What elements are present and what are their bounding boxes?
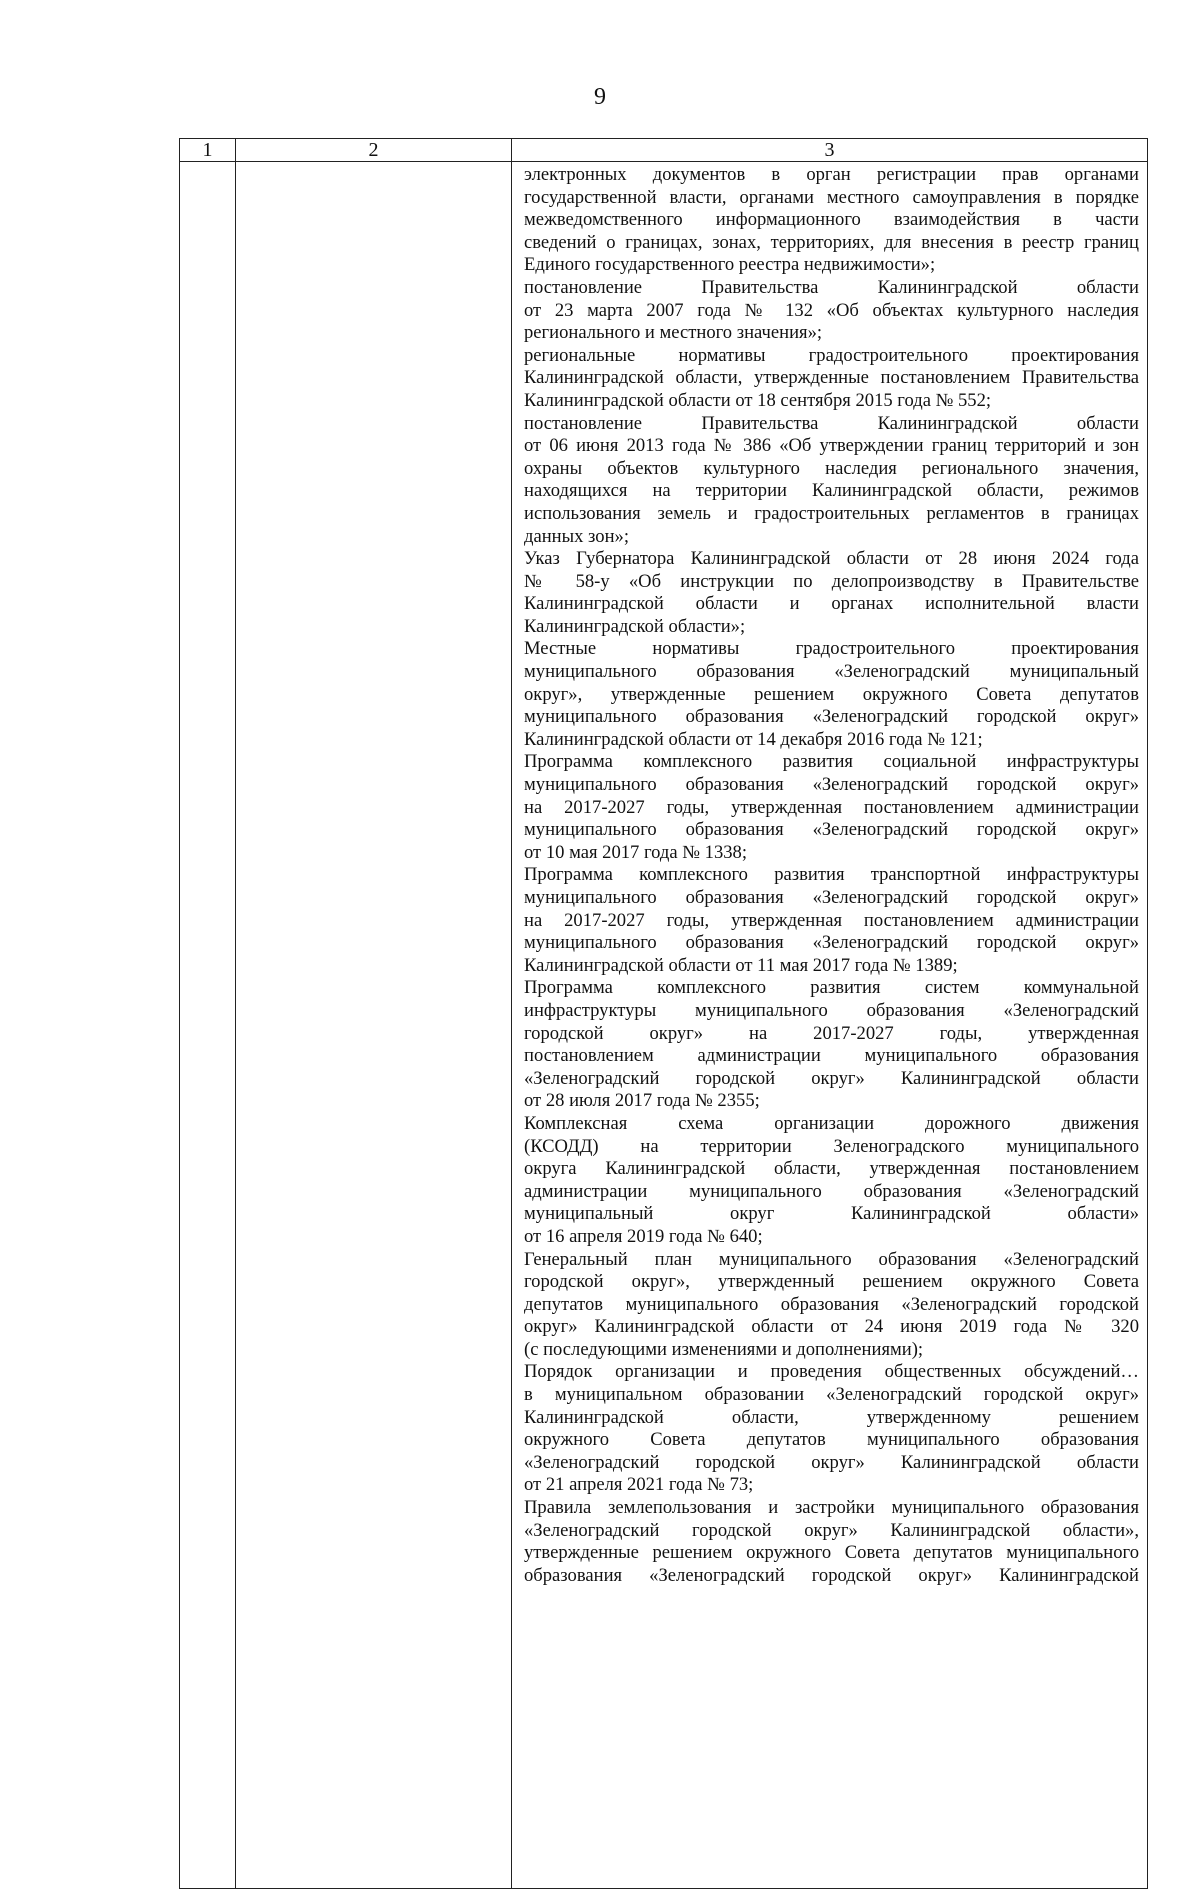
text-line: от 23 марта 2007 года № 132 «Об объектах культурного наследия: [524, 299, 1139, 321]
text-line: городской округ», утвержденный решением окружного Совета: [524, 1271, 1139, 1293]
text-line: «Зеленоградский городской округ» Калининградской области: [524, 1451, 1139, 1473]
text-line: Комплексная схема организации дорожного движения: [524, 1112, 1139, 1134]
table-header-row: [180, 139, 1148, 162]
header-col-1: 1: [180, 139, 236, 162]
text-line: постановлением администрации муниципального образования: [524, 1045, 1139, 1067]
text-line: (КСОДД) на территории Зеленоградского муниципального: [524, 1135, 1139, 1157]
text-line: депутатов муниципального образования «Зеленоградский городской: [524, 1293, 1139, 1315]
text-line: муниципальный округ Калининградской области»: [524, 1203, 1139, 1225]
text-line: Правила землепользования и застройки муниципального образования: [524, 1497, 1139, 1519]
text-line: сведений о границах, зонах, территориях, для внесения в реестр границ: [524, 231, 1139, 253]
text-line: Калининградской области»;: [524, 615, 746, 637]
text-line: округа Калининградской области, утвержденная постановлением: [524, 1158, 1139, 1180]
text-line: № 58-у «Об инструкции по делопроизводству в Правительстве: [524, 570, 1139, 592]
text-line: муниципального образования «Зеленоградский городской округ»: [524, 774, 1139, 796]
text-line: Программа комплексного развития систем коммунальной: [524, 977, 1139, 999]
text-line: муниципального образования «Зеленоградский муниципальный: [524, 661, 1139, 683]
cell-col-2: [236, 162, 512, 1889]
text-line: в муниципальном образовании «Зеленоградский городской округ»: [524, 1384, 1139, 1406]
text-line: муниципального образования «Зеленоградский городской округ»: [524, 706, 1139, 728]
table-row: [180, 162, 1148, 1889]
text-line: округ» Калининградской области от 24 июня 2019 года № 320: [524, 1316, 1139, 1338]
cell-col-3: [512, 162, 1148, 1889]
text-line: Единого государственного реестра недвижимости»;: [524, 254, 936, 276]
text-line: Калининградской области от 14 декабря 2016 года № 121;: [524, 728, 983, 750]
text-line: округ», утвержденные решением окружного Совета депутатов: [524, 683, 1139, 705]
text-line: Местные нормативы градостроительного проектирования: [524, 638, 1139, 660]
text-line: Порядок организации и проведения общественных обсуждений…: [524, 1361, 1139, 1383]
text-line: Указ Губернатора Калининградской области от 28 июня 2024 года: [524, 548, 1139, 570]
text-line: данных зон»;: [524, 525, 629, 547]
text-line: постановление Правительства Калининградской области: [524, 276, 1139, 298]
text-line: от 21 апреля 2021 года № 73;: [524, 1474, 754, 1496]
text-line: администрации муниципального образования «Зеленоградский: [524, 1180, 1139, 1202]
text-line: Калининградской области, утвержденные постановлением Правительства: [524, 367, 1139, 389]
text-line: использования земель и градостроительных регламентов в границах: [524, 502, 1139, 524]
text-line: Генеральный план муниципального образования «Зеленоградский: [524, 1248, 1139, 1270]
text-line: образования «Зеленоградский городской округ» Калининградской: [524, 1564, 1139, 1586]
text-line: межведомственного информационного взаимодействия в части: [524, 209, 1139, 231]
text-line: Калининградской области от 11 мая 2017 года № 1389;: [524, 954, 958, 976]
header-col-2: 2: [236, 139, 512, 162]
text-line: постановление Правительства Калининградской области: [524, 412, 1139, 434]
text-line: «Зеленоградский городской округ» Калининградской области»,: [524, 1519, 1139, 1541]
text-line: на 2017-2027 годы, утвержденная постановлением администрации: [524, 796, 1139, 818]
text-line: охраны объектов культурного наследия регионального значения,: [524, 457, 1139, 479]
document-table: [179, 138, 1148, 1889]
text-line: муниципального образования «Зеленоградский городской округ»: [524, 887, 1139, 908]
text-line: региональные нормативы градостроительного проектирования: [524, 344, 1139, 366]
text-line: утвержденные решением окружного Совета депутатов муниципального: [524, 1542, 1139, 1564]
text-line: государственной власти, органами местного самоуправления в порядке: [524, 186, 1139, 208]
text-line: Калининградской области от 18 сентября 2015 года № 552;: [524, 389, 992, 411]
text-line: Калининградской области и органах исполнительной власти: [524, 593, 1139, 615]
text-line: на 2017-2027 годы, утвержденная постановлением администрации: [524, 909, 1139, 931]
text-line: муниципального образования «Зеленоградский городской округ»: [524, 932, 1139, 954]
text-line: Программа комплексного развития транспортной инфраструктуры: [524, 864, 1139, 886]
text-line: от 28 июля 2017 года № 2355;: [524, 1090, 760, 1112]
text-line: Калининградской области, утвержденному решением: [524, 1406, 1139, 1428]
cell-col-1: [180, 162, 236, 1889]
text-line: от 16 апреля 2019 года № 640;: [524, 1225, 763, 1247]
header-col-3: 3: [512, 139, 1148, 162]
page-number: 9: [594, 84, 606, 110]
text-line: (с последующими изменениями и дополнениями);: [524, 1338, 924, 1360]
text-line: электронных документов в орган регистрации прав органами: [524, 164, 1139, 185]
text-line: Программа комплексного развития социальной инфраструктуры: [524, 751, 1139, 773]
text-line: «Зеленоградский городской округ» Калининградской области: [524, 1067, 1139, 1089]
legal-acts-list: [512, 162, 1147, 1587]
text-line: городской округ» на 2017-2027 годы, утвержденная: [524, 1022, 1139, 1044]
text-line: находящихся на территории Калининградской области, режимов: [524, 480, 1139, 502]
text-line: от 06 июня 2013 года № 386 «Об утверждении границ территорий и зон: [524, 435, 1139, 457]
text-line: муниципального образования «Зеленоградский городской округ»: [524, 819, 1139, 841]
text-line: окружного Совета депутатов муниципального образования: [524, 1429, 1139, 1451]
text-line: от 10 мая 2017 года № 1338;: [524, 841, 748, 863]
text-line: регионального и местного значения»;: [524, 322, 823, 344]
text-line: инфраструктуры муниципального образования «Зеленоградский: [524, 999, 1139, 1021]
